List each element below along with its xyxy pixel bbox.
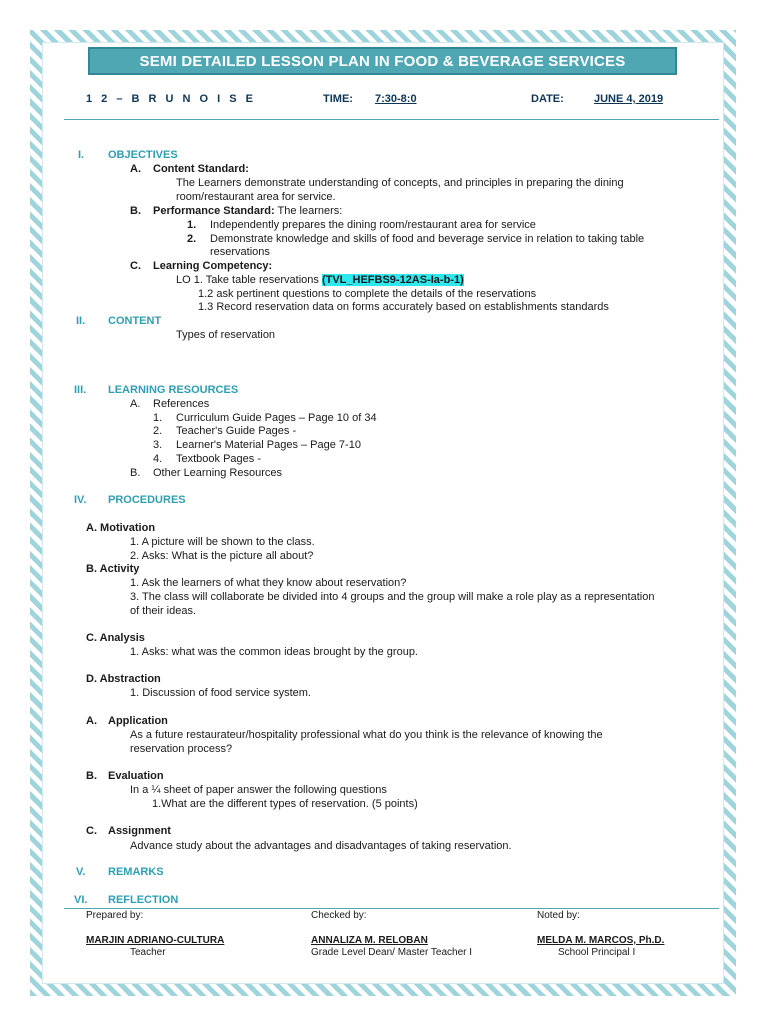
procedure-line: reservation process? <box>130 743 233 755</box>
content-standard-letter: A. <box>130 163 141 175</box>
signature-name: MELDA M. MARCOS, Ph.D. <box>537 935 665 946</box>
learning-competency-label: Learning Competency: <box>153 260 273 272</box>
performance-standard-label: Performance Standard: <box>153 205 275 217</box>
time-value: 7:30-8:0 <box>375 93 417 105</box>
reflection-number: VI. <box>74 894 88 906</box>
competency-sub-item: 1.2 ask pertinent questions to complete the details of the reservations <box>198 288 537 300</box>
motivation-label: A. Motivation <box>86 522 156 534</box>
list-number: 2. <box>187 233 197 245</box>
procedure-line: 1. Discussion of food service system. <box>130 687 311 699</box>
procedure-line: 3. The class will collaborate be divided into 4 groups and the group will make a role play as a representation <box>130 591 655 603</box>
application-letter: A. <box>86 715 97 727</box>
list-number: 3. <box>153 439 163 451</box>
signature-caption: Checked by: <box>311 910 367 921</box>
list-item: Learner's Material Pages – Page 7-10 <box>176 439 361 451</box>
procedure-line: 1.What are the different types of reservation. (5 points) <box>152 798 418 810</box>
list-item: Demonstrate knowledge and skills of food and beverage service in relation to taking table <box>210 233 645 245</box>
date-value: JUNE 4, 2019 <box>594 93 664 105</box>
content-standard-text: The Learners demonstrate understanding of concepts, and principles in preparing the dining <box>176 177 624 189</box>
content-standard-label: Content Standard: <box>153 163 249 175</box>
resources-heading: LEARNING RESOURCES <box>108 384 239 396</box>
reflection-heading: REFLECTION <box>108 894 179 906</box>
resources-number: III. <box>74 384 87 396</box>
procedure-line: 1. Asks: what was the common ideas brought by the group. <box>130 646 418 658</box>
time-label: TIME: <box>323 93 353 105</box>
evaluation-label: Evaluation <box>108 770 164 782</box>
procedures-number: IV. <box>74 494 87 506</box>
list-item-continued: reservations <box>210 246 270 258</box>
signature-caption: Noted by: <box>537 910 580 921</box>
analysis-label: C. Analysis <box>86 632 145 644</box>
signature-role: School Principal I <box>558 947 636 958</box>
activity-label: B. Activity <box>86 563 140 575</box>
section-name: 1 2 – B R U N O I S E <box>86 93 256 105</box>
performance-standard-text: The learners: <box>277 205 343 217</box>
performance-standard <box>153 205 342 218</box>
list-number: 4. <box>153 453 163 465</box>
header-divider <box>64 119 719 120</box>
evaluation-letter: B. <box>86 770 97 782</box>
assignment-label: Assignment <box>108 825 171 837</box>
list-number: 2. <box>153 425 163 437</box>
procedure-line: In a ¼ sheet of paper answer the following questions <box>130 784 387 796</box>
learning-competency-letter: C. <box>130 260 141 272</box>
content-heading: CONTENT <box>108 315 162 327</box>
objectives-heading: OBJECTIVES <box>108 149 178 161</box>
procedures-heading: PROCEDURES <box>108 494 186 506</box>
list-item: Curriculum Guide Pages – Page 10 of 34 <box>176 412 377 424</box>
list-number: 1. <box>153 412 163 424</box>
procedure-line: 1. Ask the learners of what they know about reservation? <box>130 577 407 589</box>
objectives-number: I. <box>78 149 85 161</box>
application-label: Application <box>108 715 168 727</box>
procedure-line: 1. A picture will be shown to the class. <box>130 536 315 548</box>
signature-role: Teacher <box>130 947 166 958</box>
other-resources-label: Other Learning Resources <box>153 467 283 479</box>
content-number: II. <box>76 315 86 327</box>
remarks-number: V. <box>76 866 86 878</box>
list-number: 1. <box>187 219 197 231</box>
content-text: Types of reservation <box>176 329 276 341</box>
date-label: DATE: <box>531 93 564 105</box>
procedure-line: Advance study about the advantages and disadvantages of taking reservation. <box>130 840 512 852</box>
other-resources-letter: B. <box>130 467 141 479</box>
learning-outcome-text: LO 1. Take table reservations <box>176 274 319 286</box>
procedure-line: 2. Asks: What is the picture all about? <box>130 550 314 562</box>
signature-caption: Prepared by: <box>86 910 144 921</box>
abstraction-label: D. Abstraction <box>86 673 161 685</box>
list-item: Independently prepares the dining room/restaurant area for service <box>210 219 536 231</box>
remarks-heading: REMARKS <box>108 866 164 878</box>
signature-role: Grade Level Dean/ Master Teacher I <box>311 947 473 958</box>
procedure-line: As a future restaurateur/hospitality professional what do you think is the relevance of knowing the <box>130 729 603 741</box>
references-label: References <box>153 398 210 410</box>
performance-standard-letter: B. <box>130 205 141 217</box>
assignment-letter: C. <box>86 825 97 837</box>
content-standard-text: room/restaurant area for service. <box>176 191 336 203</box>
references-letter: A. <box>130 398 141 410</box>
list-item: Teacher's Guide Pages - <box>176 425 297 437</box>
page-title: SEMI DETAILED LESSON PLAN IN FOOD & BEVERAGE SERVICES <box>88 47 677 75</box>
signature-divider <box>64 908 719 909</box>
list-item: Textbook Pages - <box>176 453 261 465</box>
signature-name: ANNALIZA M. RELOBAN <box>311 935 428 946</box>
procedure-line: of their ideas. <box>130 605 197 617</box>
learning-outcome <box>176 274 464 287</box>
signature-name: MARJIN ADRIANO-CULTURA <box>86 935 225 946</box>
competency-code: (TVL_HEFBS9-12AS-Ia-b-1) <box>321 274 464 286</box>
competency-sub-item: 1.3 Record reservation data on forms accurately based on establishments standards <box>198 301 609 313</box>
